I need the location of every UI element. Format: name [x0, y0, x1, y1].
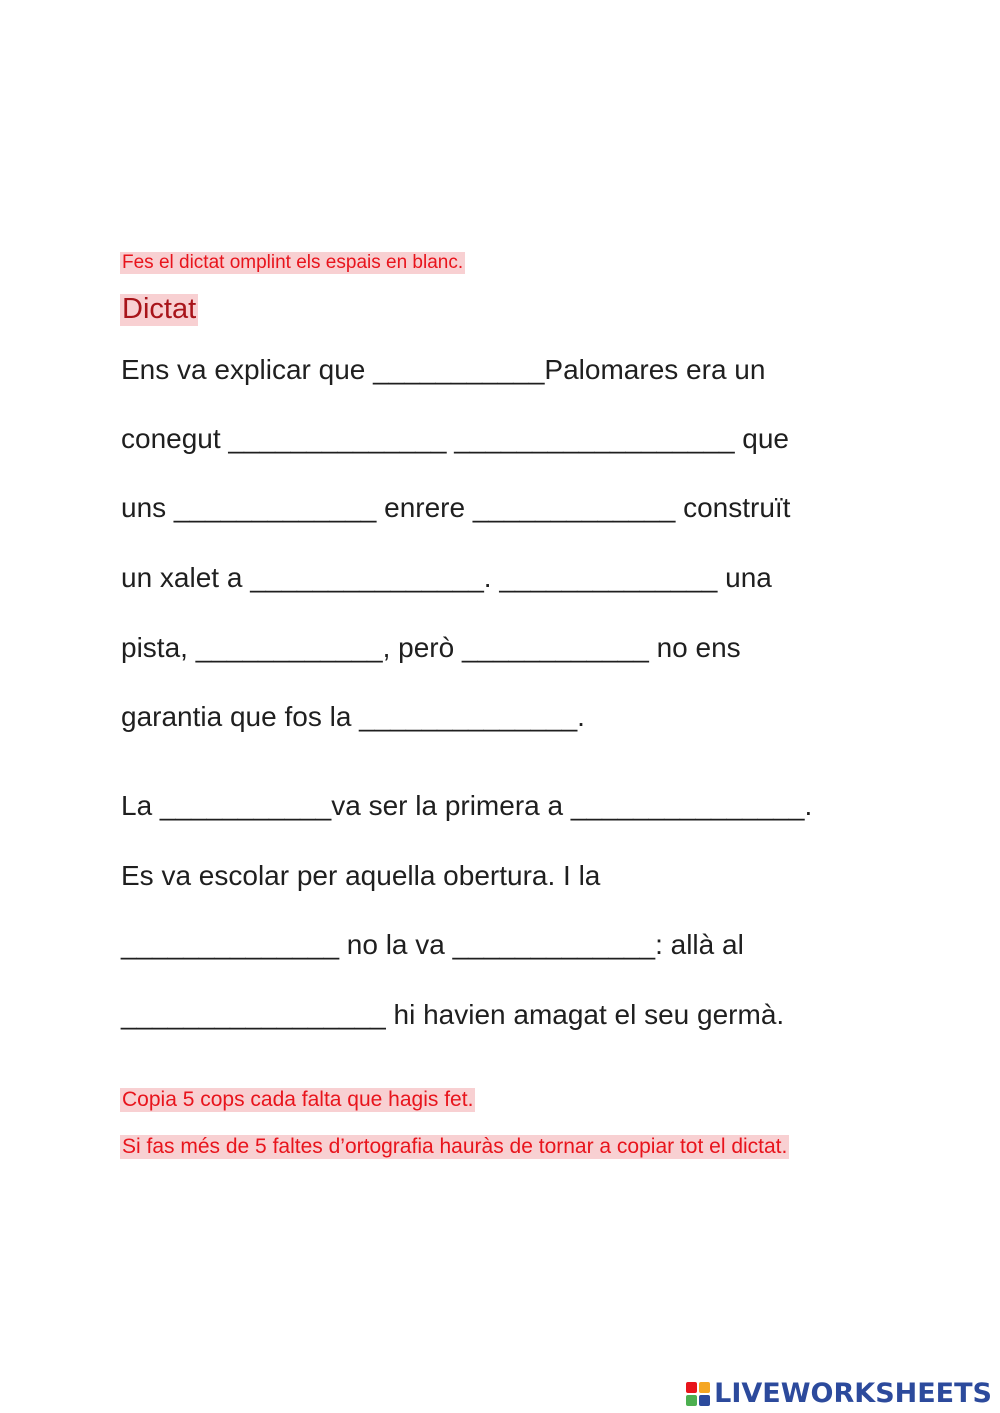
- page-title: Dictat: [122, 293, 197, 325]
- dictation-line: un xalet a _______________. ______________ una: [121, 562, 772, 593]
- warning-text: Si fas més de 5 faltes d’ortografia hauràs de tornar a copiar tot el dictat.: [122, 1135, 788, 1158]
- dictation-line: _________________ hi havien amagat el seu germà.: [121, 999, 785, 1030]
- dictation-line: Ens va explicar que ___________Palomares era un: [121, 354, 766, 385]
- dictation-line: uns _____________ enrere _____________ construït: [121, 492, 791, 523]
- dictation-line: ______________ no la va _____________: allà al: [121, 929, 744, 960]
- dictation-line: garantia que fos la ______________.: [121, 701, 585, 732]
- brand-name: LIVEWORKSHEETS: [714, 1378, 992, 1409]
- brand-watermark: [686, 1378, 992, 1409]
- copy-instruction: Copia 5 cops cada falta que hagis fet.: [122, 1088, 474, 1111]
- liveworksheets-logo-icon: [686, 1382, 710, 1406]
- instruction-text: Fes el dictat omplint els espais en blanc.: [122, 252, 464, 273]
- dictation-line: conegut ______________ __________________ que: [121, 423, 790, 454]
- dictation-line: pista, ____________, però ____________ no ens: [121, 632, 741, 663]
- dictation-line: Es va escolar per aquella obertura. I la: [121, 860, 601, 891]
- dictation-line: La ___________va ser la primera a _______________.: [121, 790, 813, 821]
